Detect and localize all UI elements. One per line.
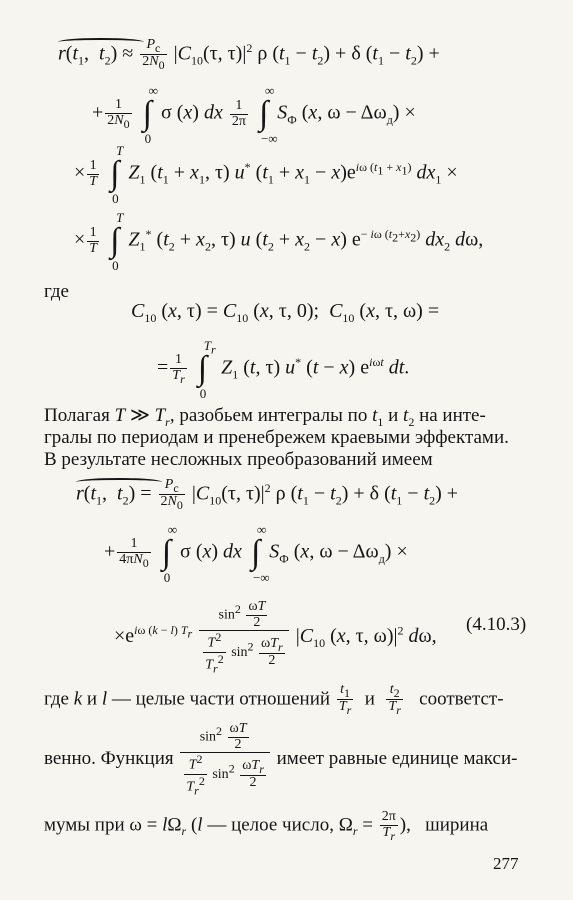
paragraph-2-line-2: венно. Функция $\sin^2$ $\frac{\omega T}{2}$ $\frac{T^2}{T_r^2}$ $\sin^2$ $\frac{\omega T_r}{2}$ имеет равные единице макси- [44, 721, 518, 798]
equation-6: = $\frac{1}{T_r}$ ∫ $T_r$ 0 $Z_1$ (t, τ) u* (t − x) $e^{i\omega t}$ dt. [157, 338, 410, 401]
equation-1-tilde [58, 38, 144, 46]
equation-9: $\times e^{i\omega (k - l) T_r}$ $\sin^2$ $\frac{\omega T}{2}$ $\frac{T^2}{T_r^2}$ $\sin^2$ $\frac{\omega T_r}{2}$ $|C_{10}$ (x, τ, $\omega)|^2$ dω, [114, 599, 437, 676]
equation-8: + $\frac{1}{4\pi N_0}$ ∫ ∞ 0 σ (x) dx ∫ ∞ −∞ $S_Ф$ (x, $\omega - \Delta\omega_д$) × [104, 522, 408, 585]
paragraph-2-line-1: где k и l — целые части отношений $\frac{t_1}{T_r}$ и $\frac{t_2}{T_r}$ соответст- [44, 682, 504, 718]
equation-5: $C_{10}$ (x, $\tau) = C_{10}$ (x, τ, 0); $C_{10}$ (x, τ, ω) = [131, 300, 440, 325]
equation-7: $r(t_1$, $t_2$) = $\frac{P_c}{2N_0}$ $|C_{10}(\tau$, $\tau)|^2$ ρ $(t_1 - t_2) + \delta$ $(t_1 - t_2)$ + [76, 477, 459, 513]
page-number: 277 [493, 854, 519, 873]
equation-4: × $\frac{1}{T}$ ∫ T 0 $Z_1^*$ ($t_2 + x_2$, τ) u $(t_2 + x_2 - x)$ $e^{- i\omega (t_2+x_2)}$ $dx_2$ dω, [74, 210, 484, 273]
paragraph-1-line-1: Полагая T ≫ $T_r$, разобьем интегралы по $t_1$ и $t_2$ на инте- [44, 405, 486, 429]
equation-7-tilde [76, 478, 162, 486]
equation-1: $r(t_1$, $t_2$) ≈ $\frac{P_c}{2N_0}$ $|C_{10}(\tau$, $\tau)|^2$ ρ $(t_1 - t_2) + \delta$ $(t_1 - t_2)$ + [58, 37, 440, 73]
paragraph-1-line-2: гралы по периодам и пренебрежем краевыми эффектами. [44, 427, 509, 448]
equation-2: + $\frac{1}{2N_0}$ ∫ ∞ 0 σ (x) dx $\frac{1}{2\pi}$ ∫ ∞ −∞ $S_Ф$ (x, $\omega - \Delta\omega_д$) × [92, 83, 416, 146]
paragraph-2-line-3: мумы при $\omega = l\Omega_r$ (l — целое число, $\Omega_r$ = $\frac{2\pi}{T_r}$ ), ширина [44, 809, 489, 843]
text-gde: где [44, 281, 69, 302]
equation-3: × $\frac{1}{T}$ ∫ T 0 $Z_1$ ($t_1 + x_1$, τ) u* $(t_1 + x_1 - x)e^{i\omega (t_1 + x_1)}$ $dx_1$ × [74, 143, 458, 206]
paragraph-1-line-3: В результате несложных преобразований имеем [44, 449, 433, 470]
equation-number: (4.10.3) [466, 614, 527, 635]
